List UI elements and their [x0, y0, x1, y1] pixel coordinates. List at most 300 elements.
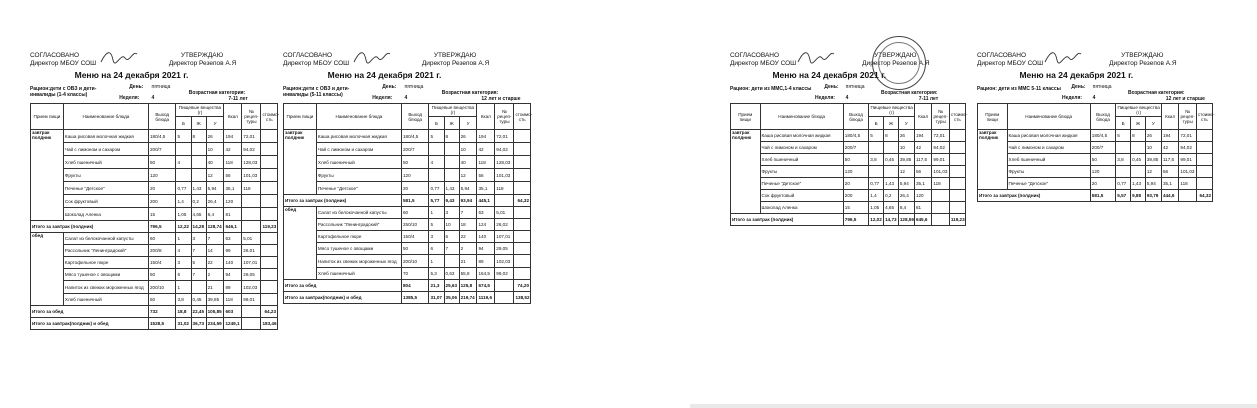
- approved-block: [1109, 52, 1176, 68]
- signature-scribble: [99, 48, 139, 66]
- dish-yield: 120: [402, 169, 429, 182]
- dish-fat: [1131, 166, 1146, 178]
- dish-kcal: 81: [224, 208, 242, 221]
- dish-yield: 50: [1090, 154, 1116, 166]
- table-row: [31, 143, 278, 156]
- signature-scribble: [352, 48, 392, 66]
- section-total-label: Итого за завтрак (полдник): [978, 190, 1091, 202]
- col-dish: Наименование блюда: [63, 104, 148, 130]
- dish-carbs: 39,85: [206, 294, 224, 306]
- dish-cost: [949, 190, 965, 202]
- dish-fat: 0,45: [1131, 154, 1146, 166]
- menu-table: [977, 103, 1213, 202]
- dish-name: Картофельное пюре: [316, 231, 401, 243]
- grand-total-label: Итого за завтрак(полдник) и обед: [31, 318, 149, 330]
- menu-title: Меню на 24 декабря 2021 г.: [74, 70, 189, 80]
- dish-kcal: 63: [224, 233, 242, 245]
- menu-page-1: [30, 40, 278, 370]
- dish-kcal: 194: [224, 130, 242, 143]
- section-total-zh: 9,88: [1131, 190, 1146, 202]
- col-dish: Наименование блюда: [760, 104, 843, 130]
- dish-carbs: 8,4: [898, 202, 914, 214]
- dish-cost: [514, 156, 531, 169]
- menu-table: [30, 103, 278, 330]
- dish-kcal: 56: [914, 166, 931, 178]
- week-value: 4: [1092, 95, 1096, 101]
- meal-name: завтрак полдник: [731, 130, 761, 214]
- table-row: [31, 245, 278, 257]
- agreed-label: СОГЛАСОВАНО: [283, 52, 333, 59]
- col-zh: Ж: [191, 117, 206, 130]
- dish-cost: [261, 208, 278, 221]
- dish-protein: 4: [176, 156, 191, 169]
- col-b: Б: [176, 117, 191, 130]
- menu-page-4: [977, 40, 1213, 370]
- section-total-kcal: 674,5: [477, 280, 495, 292]
- dish-protein: [176, 169, 191, 182]
- col-nutrients: Пищевые вещества (г): [429, 104, 477, 117]
- dish-carbs: 26: [898, 130, 914, 142]
- dish-name: Салат из белокочанной капусты: [63, 233, 148, 245]
- menu-table: [730, 103, 966, 226]
- dish-name: Хлеб пшеничный: [1007, 154, 1090, 166]
- dish-cost: [1196, 130, 1212, 142]
- section-total-kcal: 646,1: [224, 221, 242, 233]
- table-row: [31, 182, 278, 195]
- section-total-u: 105,85: [206, 306, 224, 318]
- section-total-cost: 119,23: [261, 221, 278, 233]
- col-u: У: [1145, 117, 1161, 130]
- dish-yield: 15: [149, 208, 176, 221]
- section-total-b: 21,3: [429, 280, 444, 292]
- dish-yield: 20: [402, 182, 429, 195]
- grand-total-out: 1528,5: [149, 318, 176, 330]
- dish-protein: 5: [176, 130, 191, 143]
- col-dish: Наименование блюда: [1007, 104, 1090, 130]
- dish-name: Каша рисовая молочная жидкая: [760, 130, 843, 142]
- dish-yield: 120: [1090, 166, 1116, 178]
- menu-page-2: [283, 40, 531, 370]
- age-category-value: 12 лет и старше: [481, 96, 521, 102]
- section-total-b: 5,57: [1116, 190, 1131, 202]
- dish-protein: [176, 143, 191, 156]
- age-category-label: Возрастная категория:: [441, 90, 499, 96]
- col-recipe: № рецеп-туры: [242, 104, 261, 130]
- dish-kcal: 42: [224, 143, 242, 156]
- dish-carbs: 2: [206, 269, 224, 281]
- dish-carbs: 26: [206, 130, 224, 143]
- table-row: [284, 255, 531, 268]
- dish-fat: 1,43: [444, 182, 459, 195]
- col-meal: Прием пищи: [978, 104, 1008, 130]
- dish-yield: 200/10: [402, 255, 429, 268]
- dish-recipe: 94,02: [932, 142, 949, 154]
- age-category-label: Возрастная категория:: [881, 90, 938, 96]
- col-recipe: № рецеп-туры: [495, 104, 514, 130]
- section-total-b: 18,8: [176, 306, 191, 318]
- dish-yield: 50: [843, 154, 869, 166]
- dish-recipe: 99,01: [932, 154, 949, 166]
- dish-carbs: 21: [459, 255, 477, 268]
- dish-recipe: 102,03: [495, 255, 514, 268]
- day-label: День:: [382, 84, 397, 90]
- section-total-u: 128,59: [898, 214, 914, 226]
- dish-kcal: 118: [224, 156, 242, 169]
- dish-yield: 50: [149, 294, 176, 306]
- approved-label: УТВЕРЖДАЮ: [433, 52, 477, 59]
- dish-kcal: 94: [224, 269, 242, 281]
- dish-recipe: [242, 195, 261, 208]
- dish-kcal: 42: [477, 143, 495, 156]
- official-stamp: [872, 36, 926, 90]
- dish-carbs: 39,85: [898, 154, 914, 166]
- dish-carbs: 26,4: [206, 195, 224, 208]
- dish-name: Печенье "Детское": [63, 182, 148, 195]
- dish-protein: 5: [1116, 130, 1131, 142]
- dish-recipe: [242, 208, 261, 221]
- dish-yield: 50: [149, 269, 176, 281]
- dish-carbs: 5,94: [1145, 178, 1161, 190]
- week-label: Неделя:: [372, 95, 393, 101]
- dish-recipe: 101,03: [495, 169, 514, 182]
- dish-protein: 1,05: [869, 202, 884, 214]
- dish-name: Чай с лимоном и сахаром: [1007, 142, 1090, 154]
- dish-cost: [261, 294, 278, 306]
- dish-kcal: 99: [224, 245, 242, 257]
- dish-yield: 60: [149, 233, 176, 245]
- dish-recipe: [932, 190, 949, 202]
- dish-carbs: 10: [459, 143, 477, 156]
- section-total-label: Итого за завтрак (полдник): [284, 195, 402, 207]
- dish-fat: 3: [444, 207, 459, 219]
- dish-fat: 1,43: [191, 182, 206, 195]
- section-total-row: [31, 306, 278, 318]
- director-left: Директор МБОУ СОШ: [730, 60, 797, 67]
- dish-recipe: 118: [1179, 178, 1196, 190]
- dish-yield: 20: [843, 178, 869, 190]
- dish-name: Напиток из свежих мороженных ягод: [316, 255, 401, 268]
- section-total-row: [284, 280, 531, 292]
- dish-name: Каша рисовая молочная жидкая: [63, 130, 148, 143]
- dish-yield: 200/7: [1090, 142, 1116, 154]
- section-total-kcal: 445,1: [477, 195, 495, 207]
- dish-protein: 3: [429, 231, 444, 243]
- section-total-out: 732: [149, 306, 176, 318]
- section-total-recipe: [932, 214, 949, 226]
- section-total-cost: 64,32: [1196, 190, 1212, 202]
- section-total-out: 804: [402, 280, 429, 292]
- grand-total-b: 31,07: [429, 292, 444, 304]
- dish-carbs: 55,8: [459, 268, 477, 280]
- dish-protein: 0,77: [869, 178, 884, 190]
- dish-carbs: 5,94: [206, 182, 224, 195]
- dish-cost: [261, 143, 278, 156]
- dish-fat: [884, 166, 899, 178]
- dish-cost: [514, 268, 531, 280]
- dish-name: Печенье "Детское": [760, 178, 843, 190]
- dish-cost: [261, 169, 278, 182]
- section-total-recipe: [1179, 190, 1196, 202]
- col-u: У: [459, 117, 477, 130]
- dish-protein: [429, 143, 444, 156]
- col-b: Б: [429, 117, 444, 130]
- grand-total-cost: 138,52: [514, 292, 531, 304]
- dish-carbs: 12: [1145, 166, 1161, 178]
- day-label: День:: [824, 84, 839, 90]
- dish-carbs: 26: [459, 130, 477, 143]
- dish-protein: 1,4: [869, 190, 884, 202]
- dish-name: Каша рисовая молочная жидкая: [316, 130, 401, 143]
- week-value: 4: [151, 95, 155, 101]
- dish-cost: [261, 195, 278, 208]
- dish-kcal: 194: [477, 130, 495, 143]
- dish-fat: 0,2: [884, 190, 899, 202]
- col-kcal: Ккал: [1161, 104, 1178, 130]
- table-row: [978, 166, 1213, 178]
- dish-yield: 200: [149, 195, 176, 208]
- dish-name: Мясо тушеное с овощами: [316, 243, 401, 255]
- col-cost: стоимо-сть: [1196, 104, 1212, 130]
- grand-total-u: 219,74: [459, 292, 477, 304]
- dish-recipe: 26,01: [242, 245, 261, 257]
- dish-fat: 4,65: [884, 202, 899, 214]
- dish-carbs: 12: [459, 169, 477, 182]
- col-u: У: [898, 117, 914, 130]
- menu-page-3: [730, 40, 966, 370]
- table-row: [31, 195, 278, 208]
- col-zh: Ж: [884, 117, 899, 130]
- dish-kcal: 56: [224, 169, 242, 182]
- approved-label: УТВЕРЖДАЮ: [1121, 52, 1164, 59]
- dish-fat: [884, 142, 899, 154]
- dish-name: Шоколад Аленка: [63, 208, 148, 221]
- dish-yield: 200/7: [843, 142, 869, 154]
- dish-fat: 10: [444, 219, 459, 231]
- dish-fat: [191, 156, 206, 169]
- dish-carbs: 22: [459, 231, 477, 243]
- dish-carbs: 10: [1145, 142, 1161, 154]
- dish-cost: [514, 243, 531, 255]
- table-row: [31, 257, 278, 269]
- section-total-out: 581,5: [402, 195, 429, 207]
- dish-cost: [514, 143, 531, 156]
- table-row: [284, 130, 531, 143]
- dish-carbs: 40: [459, 156, 477, 169]
- agreed-label: СОГЛАСОВАНО: [730, 52, 780, 59]
- week-value: 4: [404, 95, 408, 101]
- dish-fat: [191, 169, 206, 182]
- table-row: [731, 154, 966, 166]
- dish-protein: 0,77: [1116, 178, 1131, 190]
- dish-fat: 8: [1131, 130, 1146, 142]
- dish-recipe: 128,03: [495, 156, 514, 169]
- agreed-block: [30, 52, 96, 68]
- dish-name: Хлеб пшеничный: [760, 154, 843, 166]
- dish-yield: 60: [402, 207, 429, 219]
- dish-recipe: 107,01: [495, 231, 514, 243]
- dish-fat: 3: [191, 233, 206, 245]
- section-total-label: Итого за обед: [284, 280, 402, 292]
- dish-name: Картофельное пюре: [63, 257, 148, 269]
- section-total-b: 12,22: [176, 221, 191, 233]
- dish-carbs: 12: [206, 169, 224, 182]
- section-total-kcal: 645,6: [914, 214, 931, 226]
- section-total-recipe: [242, 306, 261, 318]
- dish-cost: [261, 130, 278, 143]
- section-total-zh: 9,43: [444, 195, 459, 207]
- dish-kcal: 118: [224, 294, 242, 306]
- dish-kcal: 140: [477, 231, 495, 243]
- dish-recipe: 26,02: [495, 219, 514, 231]
- dish-cost: [261, 281, 278, 294]
- dish-fat: [191, 143, 206, 156]
- dish-name: Чай с лимоном и сахаром: [316, 143, 401, 156]
- section-total-cost: 119,23: [949, 214, 965, 226]
- menu-title: Меню на 24 декабря 2021 г.: [772, 70, 887, 80]
- week-value: 4: [845, 95, 849, 101]
- director-right: Директор Резепов А.Я: [1109, 60, 1177, 67]
- grand-total-b: 31,02: [176, 318, 191, 330]
- col-yield: Выход блюда: [149, 104, 176, 130]
- dish-recipe: 118: [495, 182, 514, 195]
- dish-yield: 50: [402, 243, 429, 255]
- section-total-cost: 64,23: [261, 306, 278, 318]
- dish-protein: 5: [429, 130, 444, 143]
- section-total-row: [731, 214, 966, 226]
- dish-fat: 0,45: [191, 294, 206, 306]
- dish-cost: [514, 231, 531, 243]
- dish-protein: 1: [176, 281, 191, 294]
- meal-name: завтрак полдник: [978, 130, 1008, 190]
- dish-recipe: 29,05: [495, 243, 514, 255]
- dish-cost: [949, 154, 965, 166]
- dish-kcal: 140: [224, 257, 242, 269]
- section-total-u: 128,74: [206, 221, 224, 233]
- table-row: [731, 130, 966, 142]
- dish-yield: 200/7: [149, 143, 176, 156]
- agreed-label: СОГЛАСОВАНО: [30, 52, 80, 59]
- dish-name: Рассольник "Ленинградский": [63, 245, 148, 257]
- day-value: пятница: [151, 84, 171, 90]
- dish-carbs: 40: [206, 156, 224, 169]
- dish-kcal: 118: [477, 156, 495, 169]
- grand-total-zh: 35,06: [444, 292, 459, 304]
- dish-fat: 0,2: [191, 195, 206, 208]
- age-category-label: Возрастная категория:: [1128, 90, 1185, 96]
- day-value: пятница: [1092, 84, 1112, 90]
- meal-name: завтрак полдник: [31, 130, 64, 221]
- agreed-label: СОГЛАСОВАНО: [977, 52, 1027, 59]
- dish-yield: 180/4,5: [149, 130, 176, 143]
- table-row: [731, 202, 966, 214]
- dish-yield: 200: [843, 190, 869, 202]
- dish-kcal: 194: [1161, 130, 1178, 142]
- dish-recipe: 72,01: [495, 130, 514, 143]
- table-row: [31, 130, 278, 143]
- dish-yield: 180/4,5: [402, 130, 429, 143]
- age-category-value: 7-11 лет: [918, 96, 939, 102]
- grand-total-recipe: [242, 318, 261, 330]
- dish-fat: 0,45: [884, 154, 899, 166]
- dish-recipe: 94,02: [1179, 142, 1196, 154]
- section-total-zh: 22,45: [191, 306, 206, 318]
- col-nutrients: Пищевые вещества (г): [1117, 105, 1160, 115]
- dish-protein: 3,8: [869, 154, 884, 166]
- col-u: У: [206, 117, 224, 130]
- col-kcal: Ккал: [477, 104, 495, 130]
- col-recipe: № рецеп-туры: [932, 104, 949, 130]
- dish-name: Печенье "Детское": [1007, 178, 1090, 190]
- grand-total-row: [31, 318, 278, 330]
- dish-protein: 0,77: [176, 182, 191, 195]
- table-row: [978, 142, 1213, 154]
- dish-yield: 120: [843, 166, 869, 178]
- dish-yield: 20: [149, 182, 176, 195]
- dish-yield: 120: [149, 169, 176, 182]
- dish-cost: [261, 233, 278, 245]
- dish-kcal: 42: [1161, 142, 1178, 154]
- dish-kcal: 117,5: [914, 154, 931, 166]
- dish-recipe: 94,02: [242, 143, 261, 156]
- table-row: [731, 142, 966, 154]
- table-row: [731, 166, 966, 178]
- table-row: [31, 156, 278, 169]
- dish-fat: 7: [191, 269, 206, 281]
- dish-name: Каша рисовая молочная жидкая: [1007, 130, 1090, 142]
- dish-yield: 20: [1090, 178, 1116, 190]
- col-cost: стоимо-сть: [514, 104, 531, 130]
- table-row: [284, 143, 531, 156]
- grand-total-kcal: 1119,6: [477, 292, 495, 304]
- dish-protein: 1,4: [176, 195, 191, 208]
- ration-label: Рацион:дети с ОВЗ и дети-инвалиды (1-4 классы): [30, 86, 97, 98]
- dish-name: Чай с лимоном и сахаром: [760, 142, 843, 154]
- col-recipe: № рецеп-туры: [1179, 104, 1196, 130]
- dish-fat: [444, 156, 459, 169]
- dish-recipe: 118: [932, 178, 949, 190]
- approved-block: [422, 52, 489, 68]
- col-kcal: Ккал: [224, 104, 242, 130]
- dish-name: Печенье "Детское": [316, 182, 401, 195]
- table-row: [284, 243, 531, 255]
- dish-protein: [1116, 142, 1131, 154]
- col-b: Б: [1116, 117, 1131, 130]
- table-row: [31, 269, 278, 281]
- dish-carbs: 5,94: [898, 178, 914, 190]
- dish-carbs: 12: [898, 166, 914, 178]
- dish-yield: 200/7: [402, 143, 429, 156]
- section-total-u: 125,8: [459, 280, 477, 292]
- section-total-zh: 25,63: [444, 280, 459, 292]
- dish-cost: [514, 207, 531, 219]
- dish-kcal: 194: [914, 130, 931, 142]
- dish-cost: [514, 169, 531, 182]
- table-row: [978, 154, 1213, 166]
- section-total-b: 5,77: [429, 195, 444, 207]
- menu-title: Меню на 24 декабря 2021 г.: [327, 70, 442, 80]
- dish-protein: 5: [869, 130, 884, 142]
- dish-recipe: 102,03: [242, 281, 261, 294]
- meal-name: обед: [284, 207, 317, 280]
- dish-recipe: 5,01: [495, 207, 514, 219]
- table-row: [731, 190, 966, 202]
- table-row: [284, 182, 531, 195]
- col-zh: Ж: [1131, 117, 1146, 130]
- dish-fat: 4,65: [191, 208, 206, 221]
- grand-total-u: 234,59: [206, 318, 224, 330]
- dish-recipe: 72,01: [242, 130, 261, 143]
- dish-protein: 1: [176, 233, 191, 245]
